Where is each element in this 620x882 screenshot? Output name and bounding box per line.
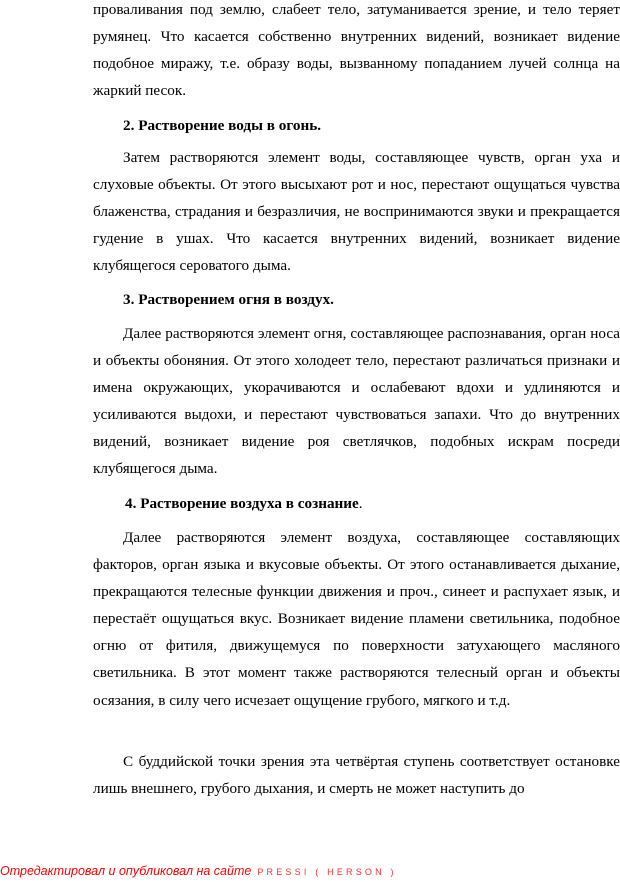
section-4-heading-text: 4. Растворение воздуха в сознание xyxy=(125,495,359,512)
closing-paragraph: С буддийской точки зрения эта четвёртая ступень соответствует остановке лишь внешнего, грубого дыхания, и смерть не может наступить до xyxy=(93,753,620,798)
section-3-paragraph: Далее растворяются элемент огня, составляющее распознавания, орган носа и объекты обоняния. От этого холодеет тело, перестают различаться признаки и имена окружающих, укорачиваются и ослабевают вдохи и удлиняются и усиливаются выдохи, и перестают чувствоваться запахи. Что до внутренних видений, возникает видение роя светлячков, подобных искрам посреди клубящегося дыма. xyxy=(93,325,620,478)
section-3-heading: 3. Растворением огня в воздух. xyxy=(123,291,334,308)
intro-paragraph: проваливания под землю, слабеет тело, затуманивается зрение, и тело теряет румянец. Что касается собственно внутренних видений, возникает видение подобное миражу, т.е. образу воды, вызванному попаданием лучей солнца на жаркий песок. xyxy=(93,1,620,100)
section-4-paragraph: Далее растворяются элемент воздуха, составляющее составляющих факторов, орган языка и вкусовые объекты. От этого останавливается дыхание, прекращаются телесные функции движения и проч., синеет и распухает язык, и перестаёт ощущаться вкус. Возникает видение пламени светильника, подобное огню от фитиля, движущемуся по поверхности затухающего масляного светильника. В этот момент также растворяются телесный орган и объекты осязания, в силу чего исчезает ощущение грубого, мягкого и т.д. xyxy=(93,529,620,709)
text-block-section-4-body xyxy=(93,524,620,714)
text-block-section-3-body xyxy=(93,320,620,483)
text-block-section-4 xyxy=(93,490,620,517)
footer-text: Отредактировал и опубликовал на сайте xyxy=(0,864,252,878)
section-2-heading: 2. Растворение воды в огонь. xyxy=(123,117,322,134)
section-4-heading-suffix: . xyxy=(358,495,363,512)
text-block-closing xyxy=(93,748,620,802)
text-block-section-2 xyxy=(93,112,620,139)
text-block-section-2-body xyxy=(93,144,620,279)
footer-credit xyxy=(0,864,397,878)
section-4-heading xyxy=(93,490,620,517)
text-block-intro xyxy=(93,0,620,104)
footer-brand[interactable]: PRESSI ( HERSON ) xyxy=(257,867,397,877)
section-2-paragraph: Затем растворяются элемент воды, составляющее чувств, орган уха и слуховые объекты. От этого высыхают рот и нос, перестают ощущаться чувства блаженства, страдания и безразличия, не воспринимаются звуки и прекращается гудение в ушах. Что касается внутренних видений, возникает видение клубящегося сероватого дыма. xyxy=(93,149,620,275)
text-block-section-3 xyxy=(93,286,620,313)
